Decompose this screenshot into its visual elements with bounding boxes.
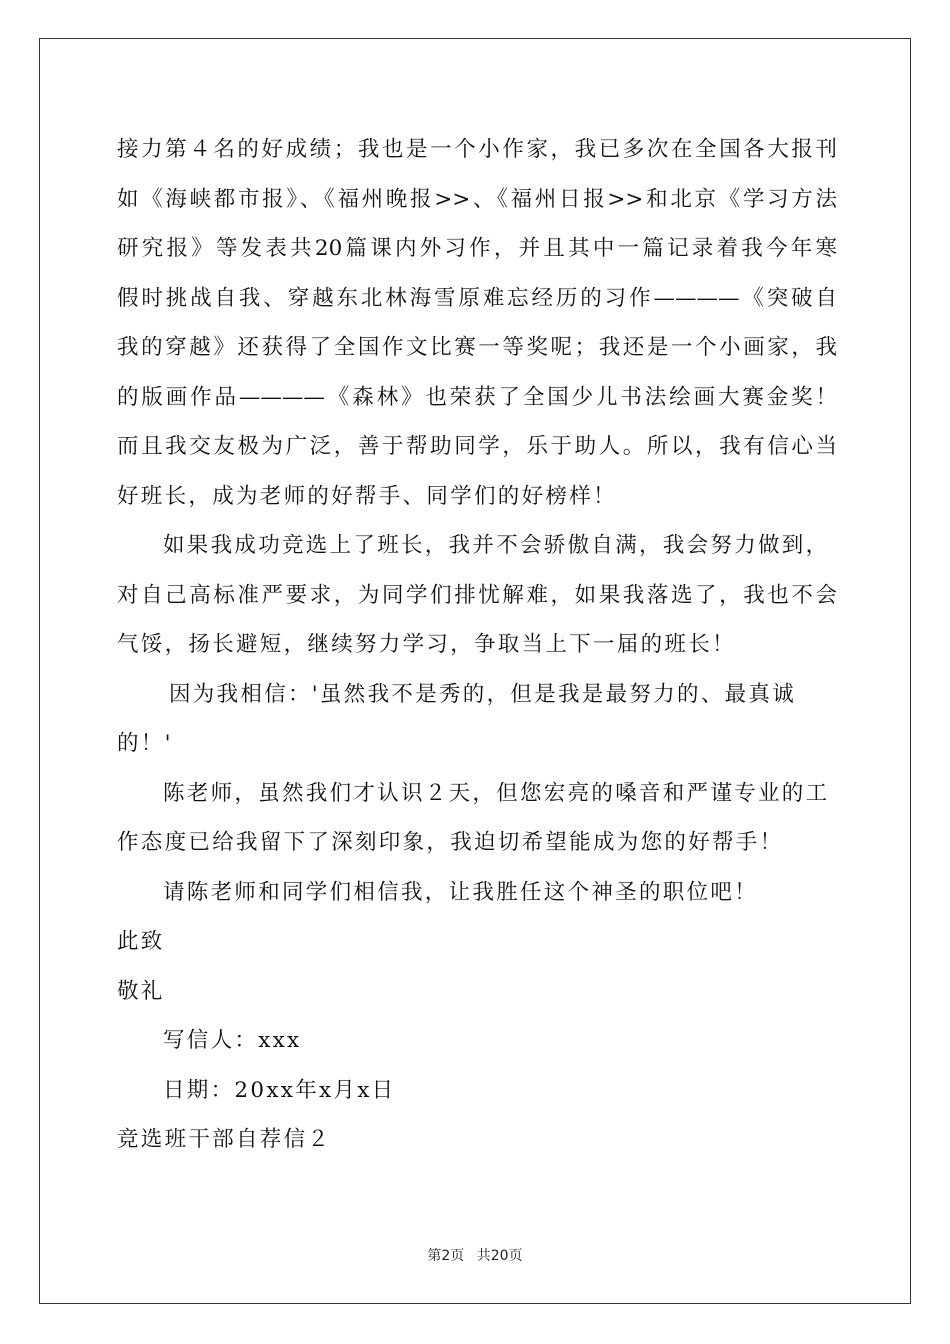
closing-regards: 敬礼 xyxy=(117,978,165,1004)
text-line: 如果我成功竞选上了班长，我并不会骄傲自满，我会努力做到， xyxy=(163,533,830,558)
text-line: 因为我相信：'虽然我不是秀的，但是我是最努力的、最真诚 xyxy=(169,681,797,707)
page-number: 第2页 xyxy=(427,1248,465,1264)
page-footer xyxy=(0,1245,950,1265)
writer-line: 写信人：xxx xyxy=(163,1028,302,1053)
page-total: 共20页 xyxy=(476,1248,523,1264)
text-line: 好班长，成为老师的好帮手、同学们的好榜样！ xyxy=(117,483,617,509)
text-line: 如《海峡都市报》、《福州晚报>>、《福州日报>>和北京《学习方法 xyxy=(117,186,837,212)
text-line: 而且我交友极为广泛，善于帮助同学，乐于助人。所以，我有信心当 xyxy=(117,434,837,459)
text-line: 对自己高标准严要求，为同学们排忧解难，如果我落选了，我也不会 xyxy=(117,582,837,608)
text-line: 的！' xyxy=(117,731,173,756)
text-line: 的版画作品————《森林》也荣获了全国少儿书法绘画大赛金奖！ xyxy=(117,384,837,410)
text-line: 假时挑战自我、穿越东北林海雪原难忘经历的习作————《突破自 xyxy=(117,285,837,311)
document-body xyxy=(117,125,837,1165)
text-line: 陈老师，虽然我们才认识２天，但您宏亮的嗓音和严谨专业的工 xyxy=(163,780,830,806)
section-title: 竞选班干部自荐信２ xyxy=(117,1127,332,1152)
text-line: 接力第４名的好成绩；我也是一个小作家，我已多次在全国各大报刊 xyxy=(117,137,837,162)
closing-salutation: 此致 xyxy=(117,929,165,954)
text-line: 作态度已给我留下了深刻印象，我迫切希望能成为您的好帮手！ xyxy=(117,830,784,855)
text-line: 我的穿越》还获得了全国作文比赛一等奖呢；我还是一个小画家，我 xyxy=(117,335,837,360)
text-line: 研究报》等发表共20篇课内外习作，并且其中一篇记录着我今年寒 xyxy=(117,236,837,261)
text-line: 气馁，扬长避短，继续努力学习，争取当上下一届的班长！ xyxy=(117,632,736,657)
date-line: 日期：20xx年x月x日 xyxy=(163,1077,396,1103)
text-line: 请陈老师和同学们相信我，让我胜任这个神圣的职位吧！ xyxy=(163,879,759,905)
